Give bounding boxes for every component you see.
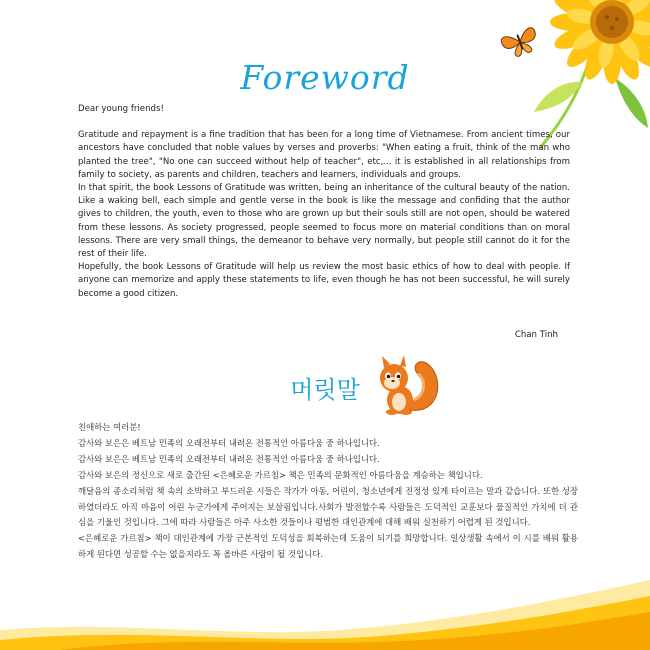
foreword-title: Foreword (240, 58, 410, 97)
korean-paragraph: 감사와 보은은 베트남 민족의 오래전부터 내려온 전통적인 아름다움 중 하나입니다. (78, 453, 380, 464)
korean-body (78, 420, 578, 563)
korean-paragraph: <은혜로운 가르침> 책이 대인관계에 가장 근본적인 도덕성을 회복하는데 도움이 되기를 희망합니다. 일상생활 속에서 이 시를 배워 활용하게 된다면 성공할 수는 없을지라도 꼭 올바른 사람이 될 것입니다. (78, 533, 578, 560)
yellow-wave-decoration (0, 560, 650, 650)
korean-paragraph: 감사와 보은은 베트남 민족의 오래전부터 내려온 전통적인 아름다움 중 하나입니다. (78, 437, 380, 448)
english-paragraph: Gratitude and repayment is a fine tradition that has been for a long time of Vietnamese. From ancient times, our ancestors have concluded that noble values by verses and proverbs: "When eating a fruit, think of the man who planted the tree", "No one can succeed without help of teacher", etc,... it is established in all relationships from family to society, as parents and children, teachers and learners, individuals and groups. (78, 130, 570, 180)
english-greeting: Dear young friends! (78, 104, 164, 114)
korean-greeting: 친애하는 여러분! (78, 422, 141, 432)
english-body (78, 103, 570, 301)
korean-paragraph: 깨달음의 종소리처럼 책 속의 소박하고 부드러운 시들은 작가가 아동, 어린이, 청소년에게 진정성 있게 타이르는 말과 같습니다. 또한 성장하였더라도 아직 마음이 어린 누군가에게 주어지는 보살핌입니다.사회가 발전할수록 사람들은 도덕적인 교훈보다 물질적인 가치에 더 관심을 기울인 것입니다. 그에 따라 사람들은 아주 사소한 것들이나 평범한 대인관계에 대해 배워 실천하기 어렵게 된 것입니다. (78, 485, 578, 528)
korean-paragraph: 감사와 보은의 정신으로 새로 출간된 <은혜로운 가르침> 책은 민족의 문화적인 아름다움을 계승하는 책입니다. (78, 469, 483, 480)
english-paragraph: In that spirit, the book Lessons of Gratitude was written, being an inheritance of the cultural beauty of the nation. Like a waking bell, each simple and gentle verse in the book is like the message and confiding that the author gives to children, the youth, even to those who are grown up but their souls still are not open, should be watered from these lessons. As society progressed, people seemed to focus more on material conditions than on moral lessons. There are very small things, the demeanor to behave very normally, but people still cannot do it for the rest of their life. (78, 183, 570, 260)
english-paragraph: Hopefully, the book Lessons of Gratitude will help us review the most basic ethics of how to deal with people. If anyone can memorize and apply these statements to life, even though he has not been successful, he will surely become a good citizen. (78, 262, 570, 299)
author-signature: Chan Tinh (514, 330, 558, 340)
butterfly-illustration (500, 24, 540, 60)
korean-title: 머릿말 (290, 376, 360, 404)
